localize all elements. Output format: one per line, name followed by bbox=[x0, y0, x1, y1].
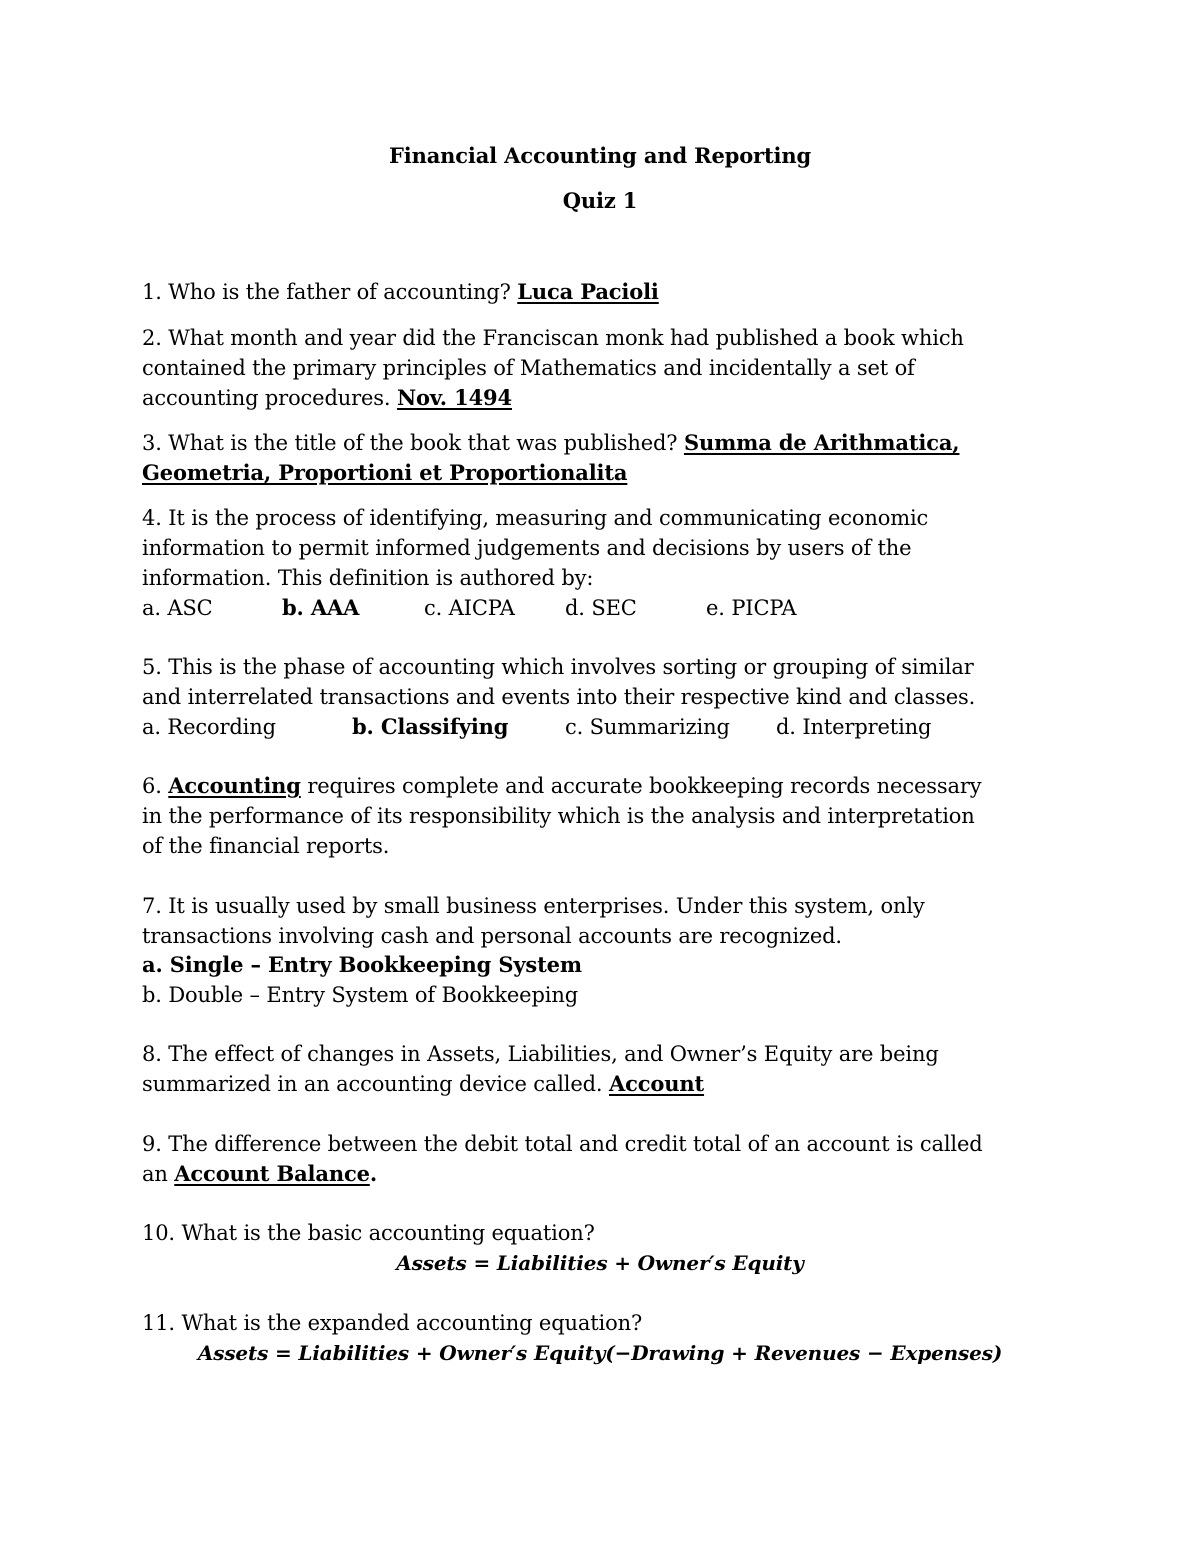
question-5-line-1: 5. This is the phase of accounting which involves sorting or grouping of similar bbox=[142, 655, 974, 679]
question-8-answer: Account bbox=[608, 1071, 705, 1096]
option-a: a. Recording bbox=[142, 715, 276, 739]
option-b-correct: b. AAA bbox=[282, 595, 360, 620]
document-title: Financial Accounting and Reporting bbox=[388, 143, 811, 168]
question-11-text: 11. What is the expanded accounting equation? bbox=[142, 1311, 643, 1335]
option-e: e. PICPA bbox=[706, 596, 797, 620]
question-10-equation: Assets = Liabilities + Owner′s Equity bbox=[396, 1251, 804, 1275]
question-10-text: 10. What is the basic accounting equation? bbox=[142, 1221, 595, 1245]
question-7-line-2: transactions involving cash and personal accounts are recognized. bbox=[142, 924, 842, 948]
question-8-line-2 bbox=[142, 1069, 704, 1099]
question-9-line-2 bbox=[142, 1159, 377, 1189]
question-2-line-2: contained the primary principles of Mathematics and incidentally a set of bbox=[142, 356, 915, 380]
option-d: d. SEC bbox=[565, 596, 637, 620]
question-6-line-3: of the financial reports. bbox=[142, 834, 390, 858]
question-3-text: 3. What is the title of the book that was published? bbox=[142, 431, 684, 455]
question-7-line-1: 7. It is usually used by small business enterprises. Under this system, only bbox=[142, 894, 925, 918]
question-7-option-a-correct: a. Single – Entry Bookkeeping System bbox=[142, 952, 582, 977]
option-d: d. Interpreting bbox=[776, 715, 932, 739]
question-5-line-2: and interrelated transactions and events into their respective kind and classes. bbox=[142, 685, 976, 709]
question-9-suffix: . bbox=[369, 1161, 377, 1186]
option-b-correct: b. Classifying bbox=[352, 714, 509, 739]
question-9-answer: Account Balance bbox=[174, 1161, 370, 1186]
question-1 bbox=[142, 277, 659, 307]
document-subtitle: Quiz 1 bbox=[562, 188, 638, 213]
question-4-line-1: 4. It is the process of identifying, measuring and communicating economic bbox=[142, 506, 929, 530]
question-6-answer: Accounting bbox=[168, 773, 301, 798]
question-4-line-2: information to permit informed judgements and decisions by users of the bbox=[142, 536, 912, 560]
question-2-answer: Nov. 1494 bbox=[396, 385, 512, 410]
question-2-text: accounting procedures. bbox=[142, 386, 397, 410]
question-9-prefix: an bbox=[142, 1162, 175, 1186]
question-6-text: requires complete and accurate bookkeeping records necessary bbox=[300, 774, 982, 798]
question-2-line-1: 2. What month and year did the Franciscan monk had published a book which bbox=[142, 326, 964, 350]
question-8-line-1: 8. The effect of changes in Assets, Liabilities, and Owner’s Equity are being bbox=[142, 1042, 939, 1066]
question-9-line-1: 9. The difference between the debit total and credit total of an account is called bbox=[142, 1132, 983, 1156]
question-3-answer-part-1: Summa de Arithmatica, bbox=[683, 430, 960, 455]
question-6-line-2: in the performance of its responsibility which is the analysis and interpretation bbox=[142, 804, 975, 828]
question-3-line-1 bbox=[142, 428, 959, 458]
option-c: c. AICPA bbox=[424, 596, 515, 620]
question-2-line-3 bbox=[142, 383, 512, 413]
question-8-text: summarized in an accounting device called. bbox=[142, 1072, 609, 1096]
question-6-prefix: 6. bbox=[142, 774, 169, 798]
question-7-option-b: b. Double – Entry System of Bookkeeping bbox=[142, 983, 578, 1007]
question-1-answer: Luca Pacioli bbox=[517, 279, 659, 304]
question-11-equation: Assets = Liabilities + Owner′s Equity(−Drawing + Revenues − Expenses) bbox=[197, 1341, 1003, 1365]
question-6-line-1 bbox=[142, 771, 981, 801]
question-4-line-3: information. This definition is authored by: bbox=[142, 566, 594, 590]
option-a: a. ASC bbox=[142, 596, 213, 620]
question-3-answer-part-2: Geometria, Proportioni et Proportionalita bbox=[142, 460, 628, 485]
question-3-line-2 bbox=[142, 458, 627, 488]
option-c: c. Summarizing bbox=[565, 715, 730, 739]
question-1-text: 1. Who is the father of accounting? bbox=[142, 280, 518, 304]
